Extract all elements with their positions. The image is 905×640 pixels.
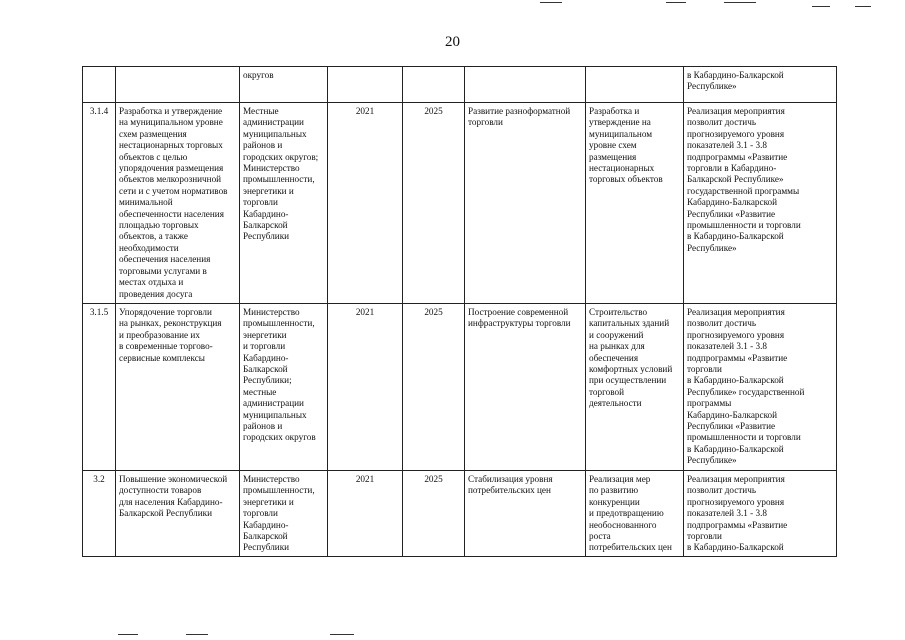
- activity-name: [116, 67, 240, 103]
- end-year: 2025: [403, 471, 465, 557]
- executors: Министерство промышленности, энергетики и торговли Кабардино- Балкарской Республики; местные администрации муниципальных районов и городских округов: [240, 304, 328, 471]
- table-row: [83, 67, 837, 103]
- expected-result: Реализация мероприятия позволит достичь прогнозируемого уровня показателей 3.1 - 3.8 подпрограммы «Развитие торговли в Кабардино-Балкарской Республике» государственной программы Кабардино-Балкарской Республики «Развитие промышленности и торговли в Кабардино-Балкарской Республике»: [684, 304, 837, 471]
- start-year: [328, 67, 403, 103]
- activity-name: Разработка и утверждение на муниципальном уровне схем размещения нестационарных торговых объектов с целью упорядочения размещения объектов мелкорозничной сети и с учетом нормативов минимальной обеспеченности населения площадью торговых объектов, а также необходимости обеспечения населения торговыми услугами в местах отдыха и проведения досуга: [116, 103, 240, 304]
- row-number: [83, 67, 116, 103]
- scan-artifact: [666, 2, 686, 3]
- measures: Строительство капитальных зданий и сооружений на рынках для обеспечения комфортных условий при осуществлении торговой деятельности: [586, 304, 684, 471]
- scan-artifact: [812, 6, 830, 7]
- end-year: [403, 67, 465, 103]
- expected-result: Реализация мероприятия позволит достичь прогнозируемого уровня показателей 3.1 - 3.8 подпрограммы «Развитие торговли в Кабардино- Балкарской Республике» государственной программы Кабардино-Балкарской Республики «Развитие промышленности и торговли в Кабардино-Балкарской Республике»: [684, 103, 837, 304]
- end-year: 2025: [403, 304, 465, 471]
- measures: Реализация мер по развитию конкуренции и предотвращению необоснованного роста потребительских цен: [586, 471, 684, 557]
- start-year: 2021: [328, 471, 403, 557]
- scan-artifact: [540, 2, 562, 3]
- direction: Стабилизация уровня потребительских цен: [465, 471, 586, 557]
- scan-artifact: [186, 634, 208, 635]
- row-number: 3.1.4: [83, 103, 116, 304]
- expected-result: в Кабардино-Балкарской Республике»: [684, 67, 837, 103]
- scan-artifact: [855, 6, 871, 7]
- activity-name: Упорядочение торговли на рынках, реконструкция и преобразование их в современные торгово- сервисные комплексы: [116, 304, 240, 471]
- executors: Местные администрации муниципальных районов и городских округов; Министерство промышленности, энергетики и торговли Кабардино- Балкарской Республики: [240, 103, 328, 304]
- direction: [465, 67, 586, 103]
- row-number: 3.2: [83, 471, 116, 557]
- expected-result: Реализация мероприятия позволит достичь прогнозируемого уровня показателей 3.1 - 3.8 подпрограммы «Развитие торговли в Кабардино-Балкарской: [684, 471, 837, 557]
- start-year: 2021: [328, 304, 403, 471]
- activity-name: Повышение экономической доступности товаров для населения Кабардино- Балкарской Республики: [116, 471, 240, 557]
- executors: округов: [240, 67, 328, 103]
- activities-table: [82, 66, 837, 557]
- end-year: 2025: [403, 103, 465, 304]
- direction: Построение современной инфраструктуры торговли: [465, 304, 586, 471]
- table-row: [83, 304, 837, 471]
- executors: Министерство промышленности, энергетики и торговли Кабардино- Балкарской Республики: [240, 471, 328, 557]
- scan-artifact: [118, 634, 138, 635]
- table-row: [83, 471, 837, 557]
- scan-artifact: [724, 2, 756, 3]
- row-number: 3.1.5: [83, 304, 116, 471]
- start-year: 2021: [328, 103, 403, 304]
- measures: Разработка и утверждение на муниципальном уровне схем размещения нестационарных торговых объектов: [586, 103, 684, 304]
- scan-artifact: [330, 634, 354, 635]
- page-number: 20: [445, 34, 460, 50]
- direction: Развитие разноформатной торговли: [465, 103, 586, 304]
- measures: [586, 67, 684, 103]
- table-row: [83, 103, 837, 304]
